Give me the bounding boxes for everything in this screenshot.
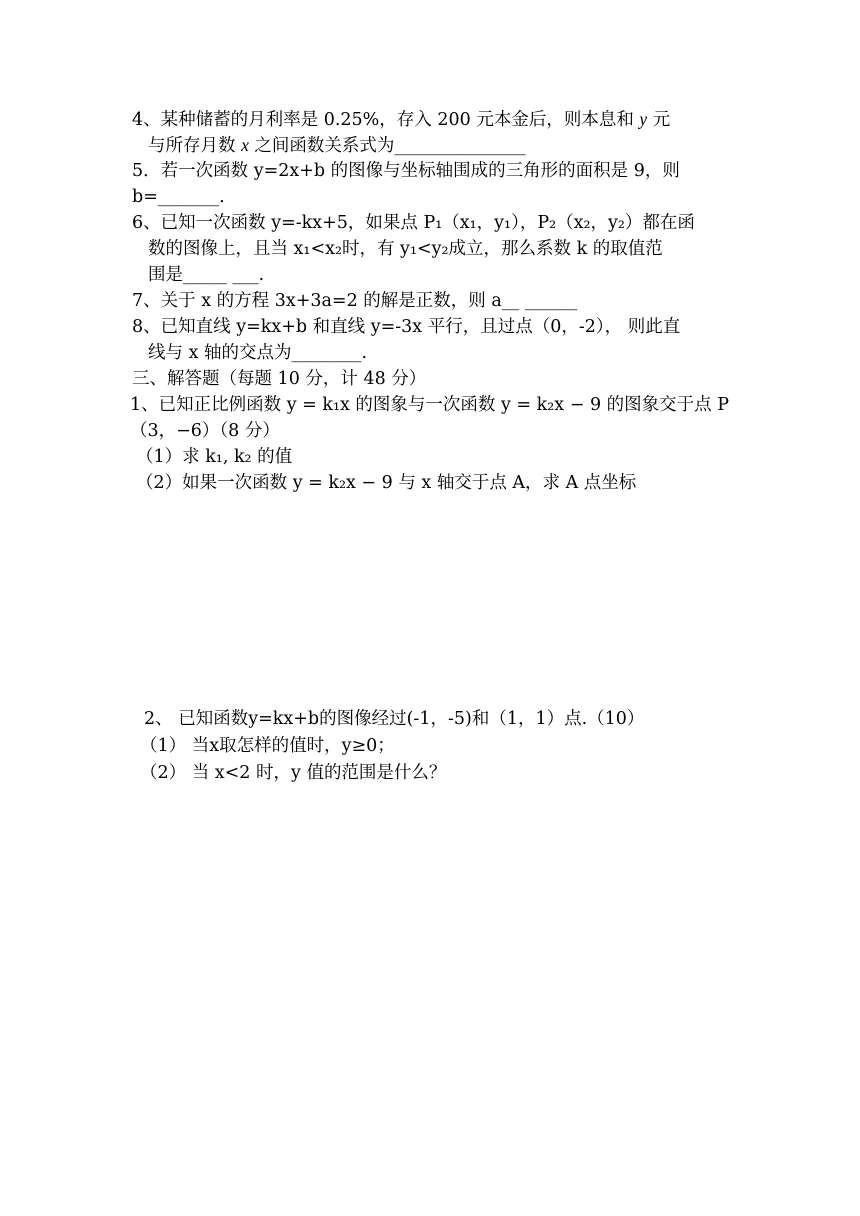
question-6-line-3: 围是_____ ___. bbox=[148, 265, 265, 285]
question-8-line-2: 线与 x 轴的交点为________. bbox=[148, 343, 368, 363]
section-title: 三、解答题（每题 10 分，计 48 分） bbox=[132, 369, 427, 389]
question-4-line-2: 与所存月数 x 之间函数关系式为_______________ bbox=[148, 135, 526, 156]
problem-1-part-1: （1）求 k₁, k₂ 的值 bbox=[136, 447, 293, 467]
problem-1-point: （3，−6）（8 分） bbox=[130, 421, 280, 441]
problem-1-part-2: （2）如果一次函数 y = k₂x − 9 与 x 轴交于点 A，求 A 点坐标 bbox=[136, 473, 637, 493]
question-7-line-1: 7、关于 x 的方程 3x+3a=2 的解是正数，则 a__ ______ bbox=[132, 291, 578, 311]
question-5-line-1: 5．若一次函数 y=2x+b 的图像与坐标轴围成的三角形的面积是 9，则 bbox=[132, 161, 680, 181]
variable-x: x bbox=[241, 135, 249, 155]
question-4-line-1: 4、某种储蓄的月利率是 0.25%，存入 200 元本金后，则本息和 y 元 bbox=[132, 109, 671, 130]
problem-2-statement: 2、 已知函数y=kx+b的图像经过(-1，-5)和（1，1）点.（10） bbox=[144, 709, 645, 729]
question-8-line-1: 8、已知直线 y=kx+b 和直线 y=-3x 平行，且过点（0，-2）， 则此直 bbox=[132, 317, 681, 337]
problem-2-part-2: （2） 当 x<2 时，y 值的范围是什么？ bbox=[140, 763, 447, 783]
problem-1-statement: 1、已知正比例函数 y = k₁x 的图象与一次函数 y = k₂x − 9 的图象交于点 P bbox=[130, 395, 729, 415]
problem-2-part-1: （1） 当x取怎样的值时，y≥0； bbox=[140, 736, 395, 756]
variable-y: y bbox=[639, 109, 648, 129]
question-5-line-2: b=_______. bbox=[132, 187, 225, 207]
question-6-line-2: 数的图像上，且当 x₁<x₂时，有 y₁<y₂成立，那么系数 k 的取值范 bbox=[148, 239, 663, 259]
question-6-line-1: 6、已知一次函数 y=-kx+5，如果点 P₁（x₁，y₁），P₂（x₂，y₂）都在函 bbox=[132, 213, 695, 233]
